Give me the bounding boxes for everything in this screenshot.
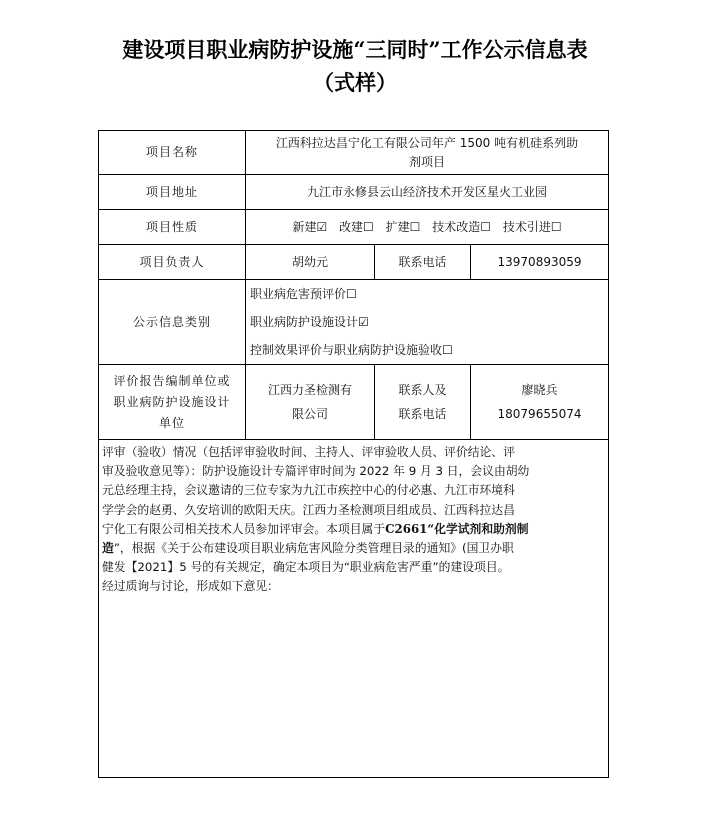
report-unit-contact (471, 365, 609, 440)
review-line-1: 评审（验收）情况（包括评审验收时间、主持人、评审验收人员、评价结论、评 (102, 445, 515, 459)
category-option-pre-evaluation[interactable]: 职业病危害预评价☐ (250, 287, 357, 301)
nature-option-tech-import[interactable]: 技术引进☐ (502, 219, 562, 234)
info-category-label: 公示信息类别 (99, 280, 246, 365)
review-line-4: 学学会的赵勇、久安培训的欧阳天庆。江西力圣检测项目组成员、江西科拉达昌 (102, 502, 515, 517)
project-name-line1: 江西科拉达昌宁化工有限公司年产 1500 吨有机硅系列助 (275, 135, 579, 150)
row-project-address (99, 175, 609, 210)
review-line-2: 审及验收意见等）：防护设施设计专篇评审时间为 2022 年 9 月 3 日，会议由胡幼 (102, 464, 530, 479)
project-nature-options (246, 210, 609, 245)
contact-label-line2: 联系电话 (398, 407, 447, 421)
info-category-options (246, 280, 609, 365)
contact-label-line1: 联系人及 (398, 383, 447, 397)
review-line-3: 元总经理主持，会议邀请的三位专家为九江市疾控中心的付必惠、九江市环境科 (102, 483, 515, 498)
report-unit-name (246, 365, 375, 440)
row-project-name (99, 131, 609, 175)
project-name-line2: 剂项目 (409, 154, 446, 169)
project-name-value (246, 131, 609, 175)
review-line-5 (102, 520, 605, 539)
row-info-category (99, 280, 609, 365)
report-unit-contact-label (375, 365, 471, 440)
nature-option-expand[interactable]: 扩建☐ (385, 219, 421, 234)
review-line-7: 健发【2021】5 号的有关规定，确定本项目为“职业病危害严重”的建设项目。 (102, 560, 510, 575)
category-option-design[interactable]: 职业病防护设施设计☑ (250, 315, 369, 329)
report-unit-label-line1: 评价报告编制单位或 (113, 373, 231, 388)
review-line-6 (102, 539, 605, 558)
project-address-value: 九江市永修县云山经济技术开发区星火工业园 (246, 175, 609, 210)
project-address-label: 项目地址 (99, 175, 246, 210)
nature-option-new[interactable]: 新建☑ (292, 219, 328, 234)
report-unit-name-line1: 江西力圣检测有 (267, 383, 352, 397)
row-project-lead (99, 245, 609, 280)
review-details (99, 440, 609, 778)
nature-option-tech-upgrade[interactable]: 技术改造☐ (432, 219, 491, 234)
review-line-8: 经过质询与讨论，形成如下意见： (102, 579, 279, 594)
report-unit-label (99, 365, 246, 440)
review-line-6-text: ”，根据《关于公布建设项目职业病危害风险分类管理目录的通知》(国卫办职 (113, 541, 514, 556)
report-unit-label-line3: 单位 (158, 415, 185, 430)
nature-option-rebuild[interactable]: 改建☐ (339, 219, 374, 234)
document-subtitle: （式样） (313, 70, 397, 95)
row-report-unit (99, 365, 609, 440)
project-lead-phone: 13970893059 (471, 245, 609, 280)
contact-name: 廖晓兵 (521, 383, 558, 397)
report-unit-name-line2: 限公司 (291, 407, 328, 421)
contact-phone: 18079655074 (497, 407, 582, 421)
category-option-acceptance[interactable]: 控制效果评价与职业病防护设施验收☐ (250, 343, 453, 357)
review-line-5-text: 宁化工有限公司相关技术人员参加评审会。本项目属于 (102, 521, 386, 536)
row-review (99, 440, 609, 778)
project-lead-name: 胡幼元 (246, 245, 375, 280)
document-title: 建设项目职业病防护设施“三同时”工作公示信息表 (122, 37, 588, 62)
project-name-label: 项目名称 (99, 131, 246, 175)
industry-name-bold-end: 造 (102, 541, 114, 556)
project-lead-phone-label: 联系电话 (375, 245, 471, 280)
project-nature-label: 项目性质 (99, 210, 246, 245)
report-unit-label-line2: 职业病防护设施设计 (113, 394, 231, 409)
project-lead-label: 项目负责人 (99, 245, 246, 280)
info-table (98, 130, 609, 778)
industry-code-bold: C2661“化学试剂和助剂制 (385, 521, 529, 536)
row-project-nature (99, 210, 609, 245)
